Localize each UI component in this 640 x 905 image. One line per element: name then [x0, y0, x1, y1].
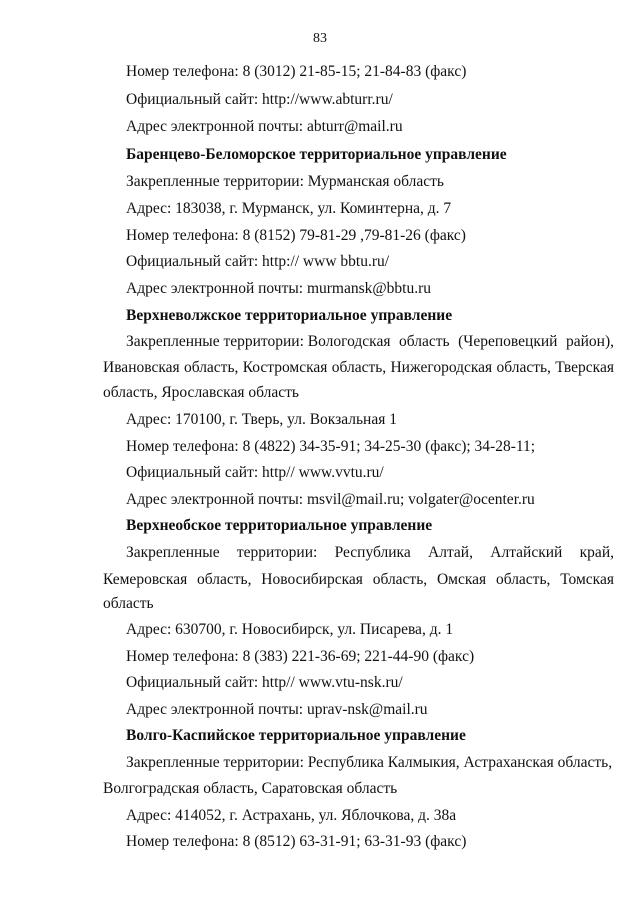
abturr-phone: Номер телефона: 8 (3012) 21-85-15; 21-84-83 (факс)	[126, 63, 467, 80]
word: Омская	[436, 571, 487, 588]
word: область,	[197, 571, 252, 588]
barents-address: Адрес: 183038, г. Мурманск, ул. Коминтерна, д. 7	[126, 200, 452, 217]
barents-territories: Закрепленные территории: Мурманская область	[126, 173, 444, 190]
word: район),	[565, 333, 614, 350]
word: Тверская	[555, 359, 614, 376]
verkhneobsk-email: Адрес электронной почты: uprav-nsk@mail.ru	[126, 701, 428, 718]
verkhnevolzh-territories-line1	[126, 332, 614, 352]
word: Ивановская	[103, 359, 180, 376]
verkhneobsk-site: Официальный сайт: http// www.vtu-nsk.ru/	[126, 674, 403, 691]
barents-title: Баренцево-Беломорское территориальное управление	[126, 146, 507, 163]
volgocasp-territories-line2: Волгоградская область, Саратовская область	[103, 780, 398, 797]
volgocasp-address: Адрес: 414052, г. Астрахань, ул. Яблочкова, д. 38а	[126, 807, 457, 824]
word: Новосибирская	[261, 571, 363, 588]
word: Закрепленные территории: Вологодская	[126, 333, 391, 350]
word: область,	[495, 571, 551, 588]
word: Нижегородская	[390, 359, 493, 376]
word: край,	[579, 544, 614, 561]
barents-site: Официальный сайт: http:// www bbtu.ru/	[126, 253, 390, 270]
word: область,	[372, 571, 428, 588]
volgocasp-phone: Номер телефона: 8 (8512) 63-31-91; 63-31-93 (факс)	[126, 833, 467, 850]
word: Закрепленные	[126, 544, 220, 561]
barents-phone: Номер телефона: 8 (8152) 79-81-29 ,79-81-26 (факс)	[126, 227, 466, 244]
volgocasp-territories-line1: Закрепленные территории: Республика Калмыкия, Астраханская область,	[126, 754, 613, 771]
verkhnevolzh-address: Адрес: 170100, г. Тверь, ул. Вокзальная 1	[126, 411, 397, 428]
word: область,	[331, 359, 387, 376]
word: Алтайский	[490, 544, 563, 561]
volgocasp-title: Волго-Каспийское территориальное управление	[126, 727, 466, 744]
verkhnevolzh-title: Верхневолжское территориальное управление	[126, 307, 453, 324]
verkhnevolzh-territories-line3: область, Ярославская область	[103, 384, 299, 401]
word: область,	[183, 359, 239, 376]
page-number: 83	[313, 31, 327, 46]
abturr-email: Адрес электронной почты: abturr@mail.ru	[126, 118, 403, 135]
word: Алтай,	[428, 544, 473, 561]
word: территории:	[236, 544, 318, 561]
verkhnevolzh-site: Официальный сайт: http// www.vvtu.ru/	[126, 464, 384, 481]
verkhneobsk-territories-line2	[103, 570, 614, 590]
verkhnevolzh-territories-line2	[103, 358, 614, 378]
verkhneobsk-phone: Номер телефона: 8 (383) 221-36-69; 221-44-90 (факс)	[126, 648, 475, 665]
word: Томская	[560, 571, 614, 588]
abturr-site: Официальный сайт: http://www.abturr.ru/	[126, 91, 393, 108]
word: область,	[496, 359, 551, 376]
verkhneobsk-title: Верхнеобское территориальное управление	[126, 517, 433, 534]
word: область	[399, 333, 450, 350]
verkhnevolzh-phone: Номер телефона: 8 (4822) 34-35-91; 34-25-30 (факс); 34-28-11;	[126, 438, 536, 455]
word: Республика	[334, 544, 411, 561]
verkhneobsk-address: Адрес: 630700, г. Новосибирск, ул. Писарева, д. 1	[126, 621, 454, 638]
word: Кемеровская	[103, 571, 188, 588]
verkhneobsk-territories-line1	[126, 543, 614, 563]
word: (Череповецкий	[458, 333, 558, 350]
verkhneobsk-territories-line3: область	[103, 595, 154, 612]
word: Костромская	[242, 359, 328, 376]
verkhnevolzh-email: Адрес электронной почты: msvil@mail.ru; volgater@ocenter.ru	[126, 491, 535, 508]
barents-email: Адрес электронной почты: murmansk@bbtu.ru	[126, 280, 431, 297]
